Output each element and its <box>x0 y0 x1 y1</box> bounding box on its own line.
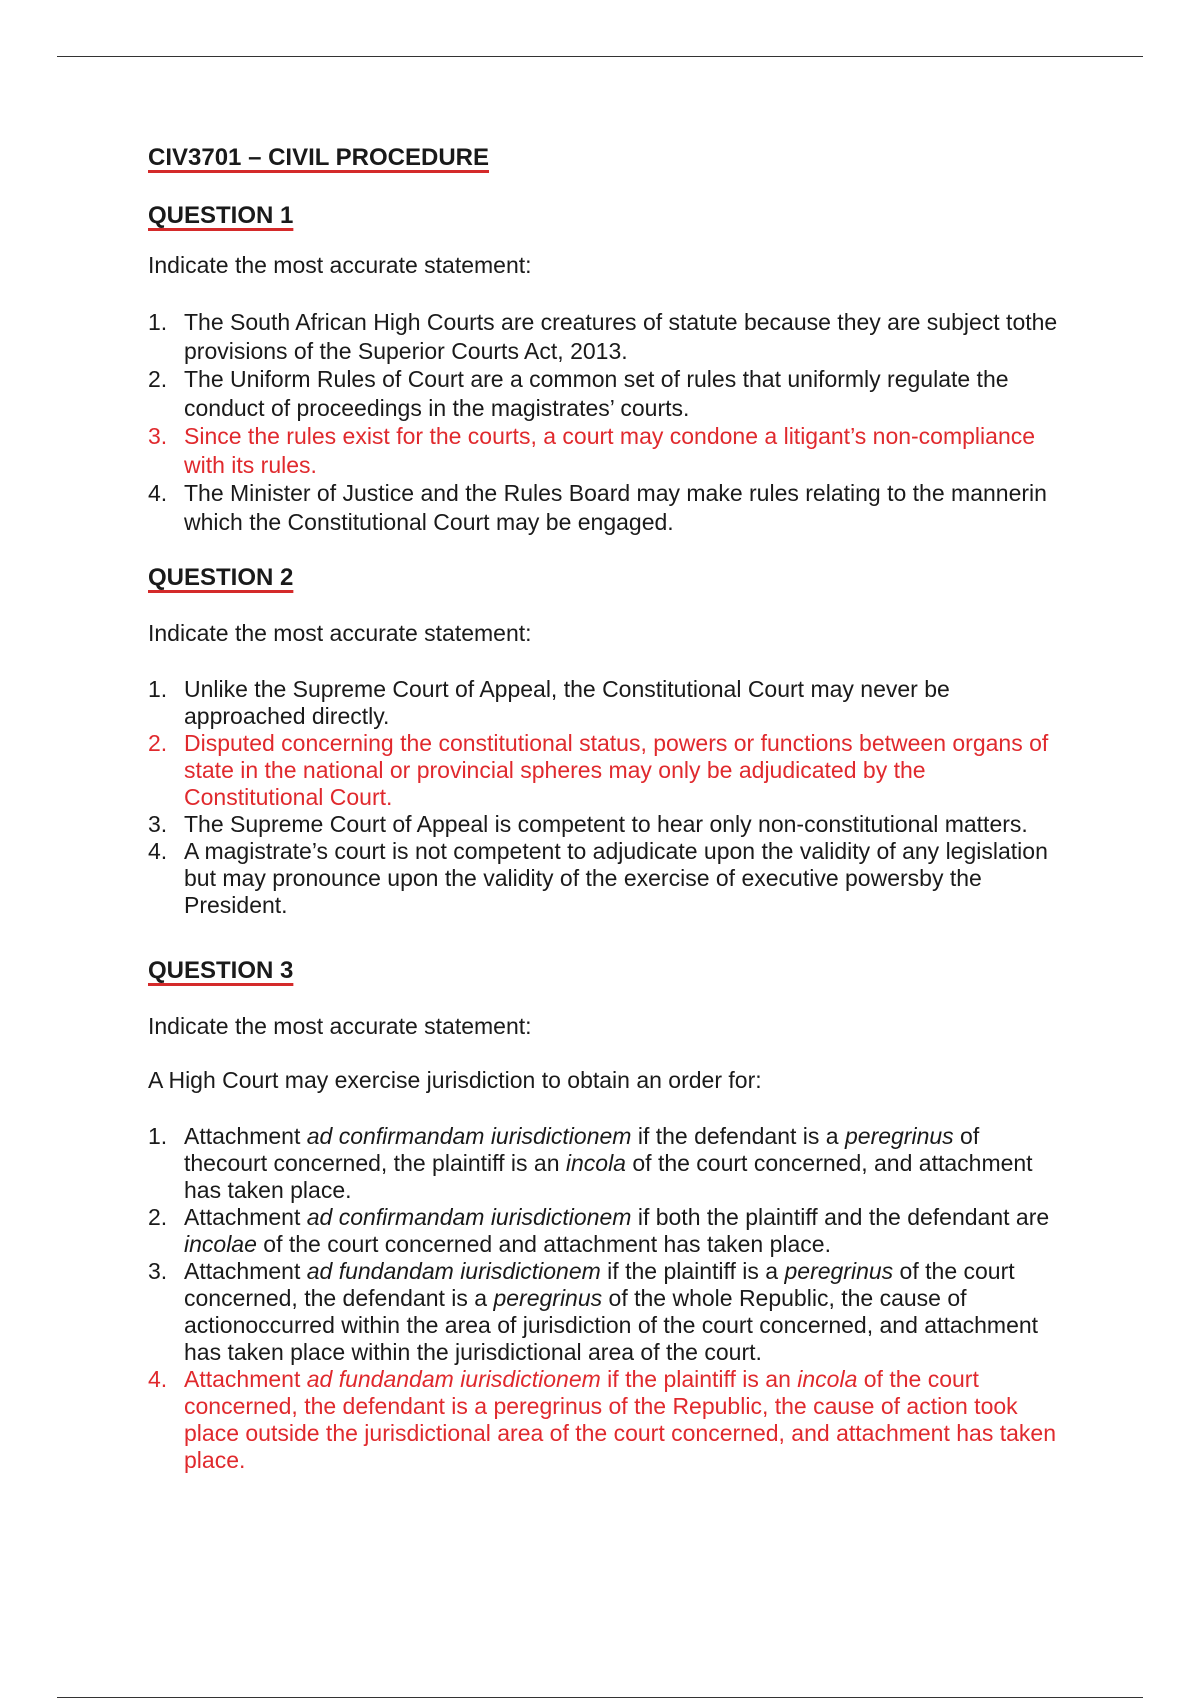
question-prompt: Indicate the most accurate statement: <box>148 620 532 646</box>
option-item-correct <box>148 422 1058 479</box>
latin-term: peregrinus <box>784 1258 894 1284</box>
option-text: Unlike the Supreme Court of Appeal, the Constitutional Court may never be approached directly. <box>184 676 950 729</box>
option-number: 3. <box>148 811 168 837</box>
option-text: The Uniform Rules of Court are a common set of rules that uniformly regulate the conduct of proceedings in the magistrates’ courts. <box>184 366 1009 421</box>
option-item-correct <box>148 1366 1058 1474</box>
question-prompt: Indicate the most accurate statement: <box>148 1013 532 1039</box>
question-prompt: Indicate the most accurate statement: <box>148 252 532 278</box>
option-text: Attachment ad fundandam iurisdictionem if the plaintiff is an incola of the court concerned, the defendant is a peregrinus of the Republic, the cause of action took place outside the jurisdictional area of the court concerned, and attachment has taken place. <box>184 1366 1056 1473</box>
question-2 <box>148 564 1058 919</box>
option-item <box>148 1204 1058 1258</box>
option-text: The Minister of Justice and the Rules Board may make rules relating to the mannerin which the Constitutional Court may be engaged. <box>184 480 1047 535</box>
option-text: The Supreme Court of Appeal is competent to hear only non-constitutional matters. <box>184 811 1028 837</box>
document-body <box>148 140 1058 1474</box>
option-number: 4. <box>148 480 168 506</box>
option-item <box>148 365 1058 422</box>
option-number: 2. <box>148 1204 168 1230</box>
option-list <box>148 676 1058 919</box>
option-list <box>148 308 1058 536</box>
option-item <box>148 479 1058 536</box>
option-list <box>148 1123 1058 1474</box>
option-text: Since the rules exist for the courts, a court may condone a litigant’s non-compliance with its rules. <box>184 423 1036 478</box>
latin-term: ad confirmandam iurisdictionem <box>306 1123 632 1149</box>
option-number: 4. <box>148 838 168 864</box>
option-item <box>148 1123 1058 1204</box>
latin-term: ad confirmandam iurisdictionem <box>306 1204 632 1230</box>
document-title-wrap <box>148 140 1058 172</box>
bottom-rule <box>57 1697 1143 1698</box>
latin-term: incola <box>797 1366 858 1392</box>
option-item-correct <box>148 730 1058 811</box>
option-item <box>148 811 1058 838</box>
question-subprompt: A High Court may exercise jurisdiction to obtain an order for: <box>148 1067 762 1093</box>
document-title: CIV3701 – CIVIL PROCEDURE <box>148 144 490 171</box>
question-heading: QUESTION 1 <box>148 202 294 229</box>
question-heading: QUESTION 2 <box>148 564 294 591</box>
option-item <box>148 838 1058 919</box>
question-3 <box>148 957 1058 1474</box>
option-text: The South African High Courts are creatures of statute because they are subject tothe provisions of the Superior Courts Act, 2013. <box>184 309 1058 364</box>
option-text: Attachment ad confirmandam iurisdictionem if the defendant is a peregrinus of thecourt concerned, the plaintiff is an incola of the court concerned, and attachment has taken place. <box>184 1123 1033 1203</box>
latin-term: ad fundandam iurisdictionem <box>306 1258 601 1284</box>
option-item <box>148 676 1058 730</box>
question-1 <box>148 202 1058 536</box>
latin-term: peregrinus <box>493 1285 603 1311</box>
option-number: 1. <box>148 676 168 702</box>
option-text: Attachment ad confirmandam iurisdictionem if both the plaintiff and the defendant are incolae of the court concerned and attachment has taken place. <box>184 1204 1050 1257</box>
latin-term: incolae <box>184 1231 257 1257</box>
question-heading: QUESTION 3 <box>148 957 294 984</box>
option-text: Disputed concerning the constitutional status, powers or functions between organs of state in the national or provincial spheres may only be adjudicated by the Constitutional Court. <box>184 730 1049 810</box>
option-number: 3. <box>148 423 168 449</box>
option-item <box>148 308 1058 365</box>
latin-term: ad fundandam iurisdictionem <box>306 1366 601 1392</box>
option-number: 1. <box>148 1123 168 1149</box>
latin-term: peregrinus <box>844 1123 954 1149</box>
option-number: 1. <box>148 309 168 335</box>
option-number: 3. <box>148 1258 168 1284</box>
option-text: Attachment ad fundandam iurisdictionem if the plaintiff is a peregrinus of the court concerned, the defendant is a peregrinus of the whole Republic, the cause of actionoccurred within the area of jurisdiction of the court concerned, and attachment has taken place within the jurisdictional area of the court. <box>184 1258 1039 1365</box>
option-item <box>148 1258 1058 1366</box>
option-number: 4. <box>148 1366 168 1392</box>
latin-term: incola <box>565 1150 626 1176</box>
top-rule <box>57 56 1143 57</box>
option-number: 2. <box>148 366 168 392</box>
option-number: 2. <box>148 730 168 756</box>
option-text: A magistrate’s court is not competent to adjudicate upon the validity of any legislation but may pronounce upon the validity of the exercise of executive powersby the President. <box>184 838 1048 918</box>
